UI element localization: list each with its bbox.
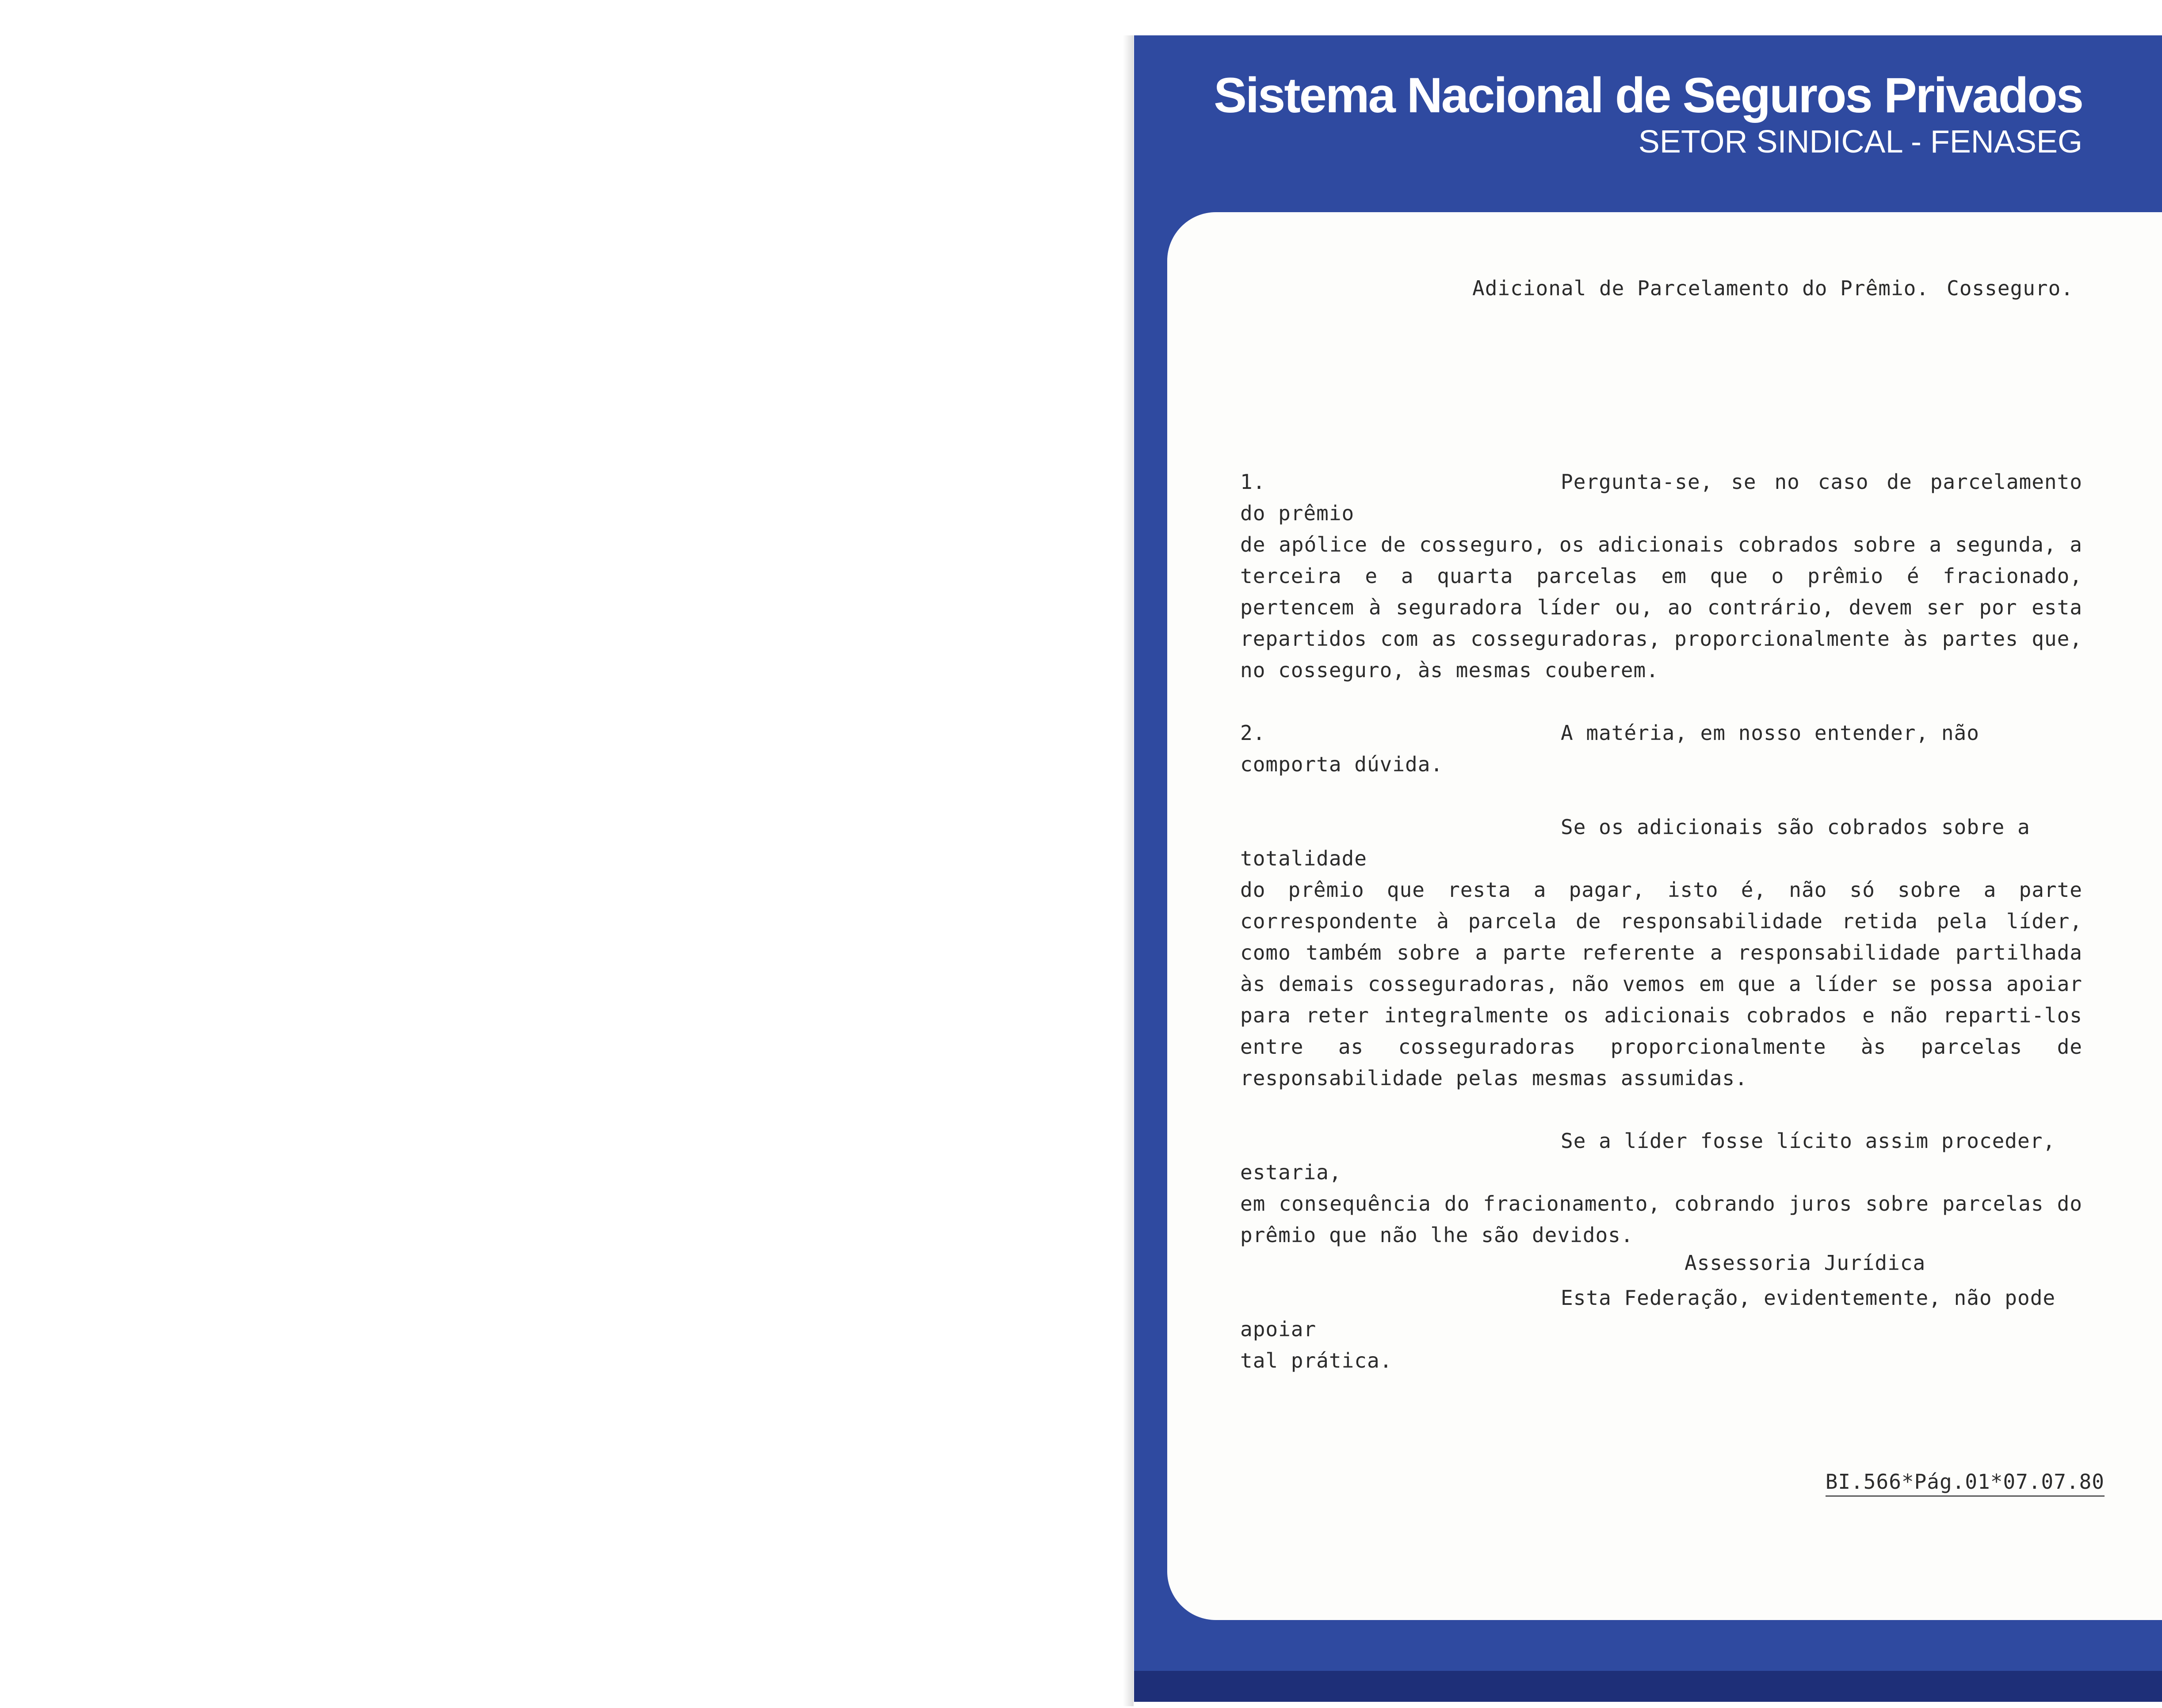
subject-topic: Cosseguro.: [1947, 276, 2074, 300]
paragraph-lead: Pergunta-se, se no caso de parcelamento do prêmio: [1240, 470, 2082, 525]
letterhead-subtitle: SETOR SINDICAL - FENASEG: [1638, 124, 2082, 160]
letterhead-frame-bottom: [1134, 1671, 2162, 1702]
paragraph-lead: Esta Federação, evidentemente, não pode apoiar: [1240, 1286, 2056, 1341]
paragraph-number: 1.: [1240, 470, 1266, 494]
document-subject: [1472, 276, 2074, 300]
paragraph-text: em consequência do fracionamento, cobrando juros sobre parcelas do prêmio que não lhe são devidos.: [1240, 1192, 2082, 1247]
paragraph-text: do prêmio que resta a pagar, isto é, não só sobre a parte correspondente à parcela de responsabilidade retida pela líder, como também sobre a parte referente a responsabilidade partilhada às demais cosseguradoras, não vemos em que a líder se possa apoiar para reter integralmente os adicionais cobrados e não reparti-los entre as cosseguradoras proporcionalmente às parcelas de responsabilidade pelas mesmas assumidas.: [1240, 878, 2082, 1090]
paragraph-lead: Se a líder fosse lícito assim proceder, estaria,: [1240, 1129, 2056, 1184]
paragraph-text: tal prática.: [1240, 1349, 1393, 1372]
document-body: [1240, 466, 2082, 1408]
paragraph-lead: A matéria, em nosso entender, não comporta dúvida.: [1240, 721, 1979, 776]
subject-title: Adicional de Parcelamento do Prêmio.: [1472, 276, 1929, 300]
page-fold-shadow: [1123, 35, 1134, 1706]
paragraph-number: 2.: [1240, 721, 1266, 745]
paragraph-1: [1240, 466, 2082, 686]
paragraph-4: [1240, 1125, 2082, 1251]
document-sheet: [1167, 212, 2162, 1620]
paragraph-5: [1240, 1282, 2082, 1376]
paragraph-lead: Se os adicionais são cobrados sobre a totalidade: [1240, 815, 2030, 870]
signature: Assessoria Jurídica: [1685, 1251, 1926, 1275]
paragraph-text: de apólice de cosseguro, os adicionais cobrados sobre a segunda, a terceira e a quarta parcelas em que o prêmio é fracionado, pertencem à seguradora líder ou, ao contrário, devem ser por esta repartidos com as cosseguradoras, proporcionalmente às partes que, no cosseguro, às mesmas couberem.: [1240, 533, 2082, 682]
paragraph-2: [1240, 717, 2082, 780]
page-reference: BI.566*Pág.01*07.07.80: [1826, 1470, 2105, 1497]
letterhead-title: Sistema Nacional de Seguros Privados: [1214, 68, 2082, 123]
paragraph-3: [1240, 812, 2082, 1094]
